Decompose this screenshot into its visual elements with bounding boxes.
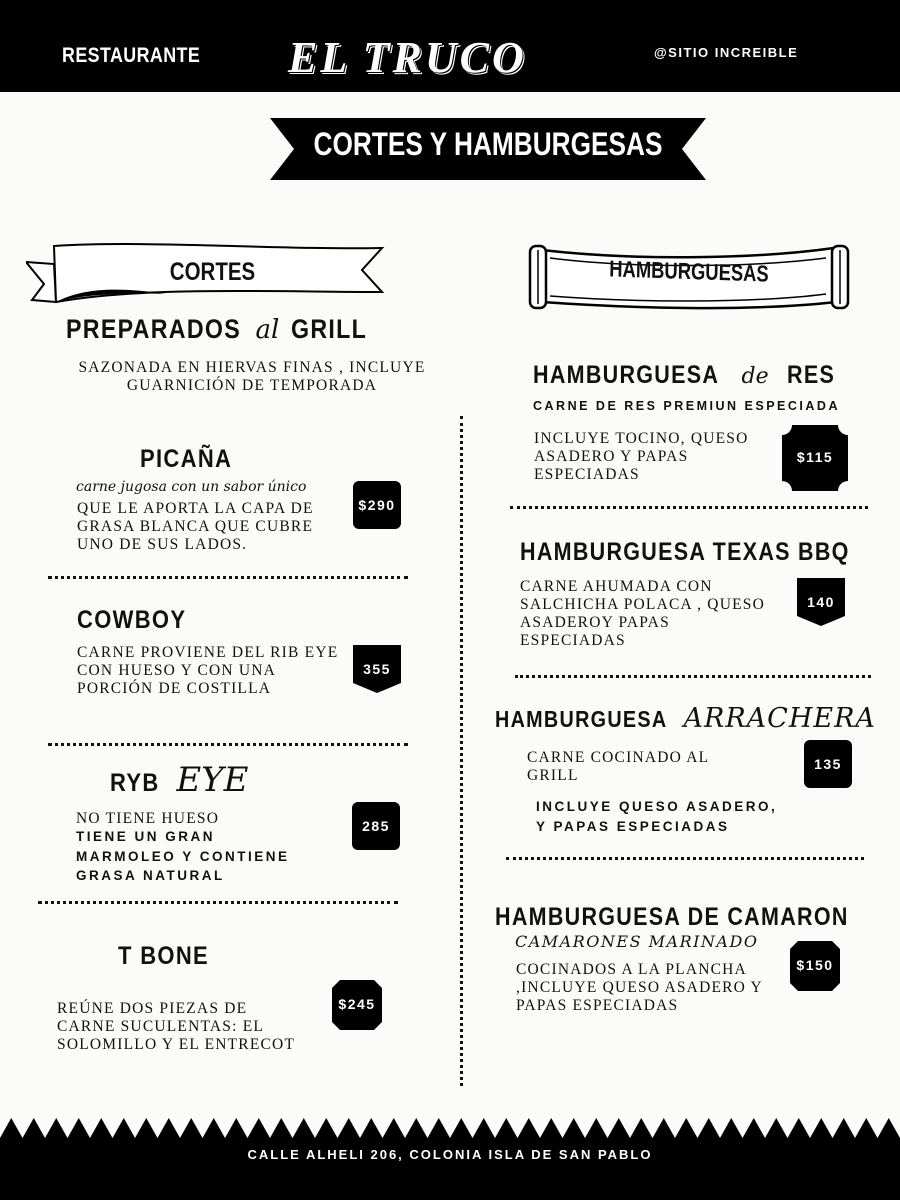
header-restaurant-label: RESTAURANTE — [62, 44, 201, 67]
description-line: CARNE AHUMADA CON — [520, 578, 713, 595]
price-text: 285 — [362, 818, 390, 834]
item-name-picana: PICAÑA — [140, 445, 233, 473]
item-name-t-bone: T BONE — [118, 942, 210, 970]
cortes-subtitle-script: al — [255, 315, 280, 345]
item-description-arrachera — [527, 749, 767, 785]
description-line: CARNE PROVIENE DEL RIB EYE — [77, 644, 339, 661]
item-name-arrachera — [495, 703, 876, 734]
cortes-subtitle-left: PREPARADOS — [66, 314, 242, 344]
item-description-picana — [77, 500, 342, 554]
description-line: ESPECIADAS — [534, 466, 640, 483]
price-text: 135 — [814, 756, 842, 772]
description-line: ASADEROY PAPAS — [520, 614, 670, 631]
description-line: PORCIÓN DE COSTILLA — [77, 680, 272, 697]
description-line: SALCHICHA POLACA , QUESO — [520, 596, 765, 613]
description-line: REÚNE DOS PIEZAS DE — [57, 1000, 248, 1017]
item-name-eye-script: EYE — [176, 760, 249, 800]
description-line: INCLUYE QUESO ASADERO, — [536, 799, 778, 814]
item-name-part: HAMBURGUESA — [495, 706, 668, 732]
item-name-texas-bbq: HAMBURGUESA TEXAS BBQ — [520, 538, 850, 566]
item-name-script: ARRACHERA — [683, 703, 876, 734]
banner-title: CORTES Y HAMBURGESAS — [313, 126, 663, 162]
item-extra-arrachera — [536, 797, 806, 836]
cortes-description-line: GUARNICIÓN DE TEMPORADA — [126, 377, 378, 394]
description-line: Y PAPAS ESPECIADAS — [536, 818, 730, 834]
separator — [38, 901, 398, 904]
item-name-script: de — [741, 364, 769, 389]
description-line: ASADERO Y PAPAS — [534, 448, 689, 465]
item-description-cowboy — [77, 644, 352, 698]
price-badge-texas-bbq: 140 — [807, 594, 835, 610]
item-description-camaron — [516, 961, 786, 1015]
item-name-part: HAMBURGUESA — [533, 361, 720, 389]
description-line: ,INCLUYE QUESO ASADERO Y — [516, 979, 763, 996]
price-badge-picana — [353, 481, 401, 529]
hamburguesas-section-label: HAMBURGUESAS — [609, 255, 769, 287]
column-divider — [460, 416, 463, 1086]
item-name-camaron: HAMBURGUESA DE CAMARON — [495, 903, 849, 931]
item-name-cowboy: COWBOY — [77, 606, 187, 634]
separator — [515, 675, 871, 678]
cortes-description-line: SAZONADA EN HIERVAS FINAS , INCLUYE — [78, 359, 426, 376]
separator — [510, 506, 868, 509]
item-tagline-picana: carne jugosa con un sabor único — [76, 479, 307, 495]
separator — [48, 743, 408, 746]
description-line: QUE LE APORTA LA CAPA DE — [77, 500, 314, 517]
price-badge-ryb-eye — [352, 802, 400, 850]
description-line: PAPAS ESPECIADAS — [516, 997, 679, 1014]
description-line: TIENE UN GRAN — [76, 829, 216, 844]
item-description-ryb — [76, 827, 346, 886]
description-line: GRASA BLANCA QUE CUBRE — [77, 518, 314, 535]
price-badge-t-bone: $245 — [338, 996, 376, 1012]
price-badge-cowboy: 355 — [363, 661, 391, 677]
description-line: CON HUESO Y CON UNA — [77, 662, 277, 679]
price-badge-camaron: $150 — [796, 957, 834, 973]
description-line: GRILL — [527, 767, 579, 784]
description-line: SOLOMILLO Y EL ENTRECOT — [57, 1036, 296, 1053]
description-line: CARNE COCINADO AL — [527, 749, 710, 766]
item-subtitle-hamburguesa-res: CARNE DE RES PREMIUN ESPECIADA — [533, 399, 840, 413]
cortes-description — [56, 359, 448, 395]
price-text: $290 — [358, 497, 396, 513]
cortes-section-label: CORTES — [169, 258, 256, 286]
description-line: GRASA NATURAL — [76, 868, 225, 883]
item-name-ryb: RYB — [110, 769, 160, 797]
cortes-subtitle — [66, 314, 380, 345]
description-line: INCLUYE TOCINO, QUESO — [534, 430, 749, 447]
description-line: MARMOLEO Y CONTIENE — [76, 848, 290, 864]
cortes-subtitle-right: GRILL — [291, 314, 368, 344]
item-name-ryb-eye — [110, 760, 248, 800]
item-description-texas-bbq — [520, 578, 790, 650]
price-badge-hamburguesa-res: $115 — [796, 449, 834, 465]
item-description-ryb-serif: NO TIENE HUESO — [76, 810, 220, 827]
footer-address: CALLE ALHELI 206, COLONIA ISLA DE SAN PABLO — [247, 1147, 653, 1162]
separator — [48, 576, 408, 579]
brand-title: EL TRUCO — [288, 33, 527, 82]
price-badge-arrachera — [804, 740, 852, 788]
separator — [506, 857, 864, 860]
item-tagline-camaron: CAMARONES MARINADO — [515, 932, 759, 951]
item-description-t-bone — [57, 1000, 327, 1054]
item-name-hamburguesa-res — [533, 361, 843, 390]
description-line: UNO DE SUS LADOS. — [77, 536, 248, 553]
item-description-hamburguesa-res — [534, 430, 774, 484]
description-line: CARNE SUCULENTAS: EL — [57, 1018, 265, 1035]
item-name-part: RES — [786, 361, 835, 389]
header-site-handle: @SITIO INCREIBLE — [654, 45, 799, 60]
description-line: COCINADOS A LA PLANCHA — [516, 961, 747, 978]
description-line: ESPECIADAS — [520, 632, 626, 649]
